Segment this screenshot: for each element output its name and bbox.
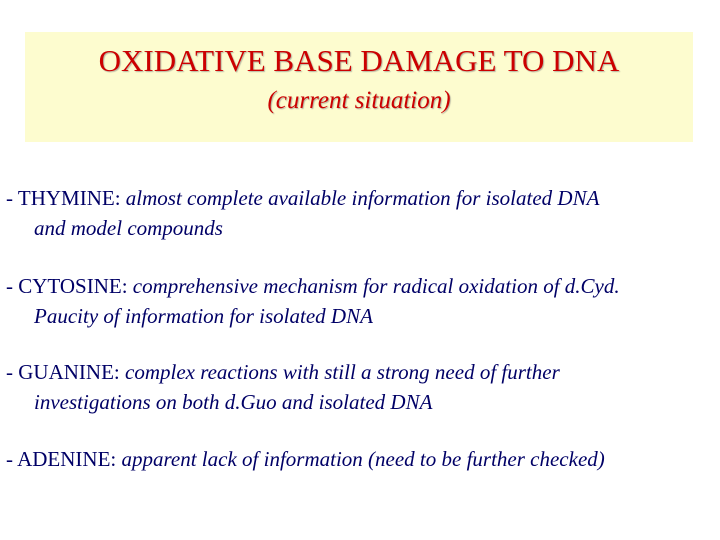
list-item-adenine	[6, 444, 605, 474]
label-colon: :	[121, 274, 133, 298]
title-box	[25, 32, 693, 142]
label-colon: :	[113, 360, 125, 384]
label-colon: :	[110, 447, 122, 471]
bullet-dash: -	[6, 186, 18, 210]
list-item-cytosine	[6, 271, 620, 331]
label-colon: :	[114, 186, 126, 210]
base-label: ADENINE	[17, 447, 111, 471]
description-line-1: complex reactions with still a strong need of further	[125, 360, 560, 384]
description-line-1: apparent lack of information (need to be further checked)	[121, 447, 605, 471]
description-line-1: comprehensive mechanism for radical oxidation of d.Cyd.	[132, 274, 620, 298]
slide-title: OXIDATIVE BASE DAMAGE TO DNA	[98, 43, 620, 78]
base-label: CYTOSINE	[18, 274, 122, 298]
list-item-guanine	[6, 357, 560, 417]
description-line-2: investigations on both d.Guo and isolated DNA	[34, 390, 433, 414]
base-label: THYMINE	[17, 186, 115, 210]
bullet-dash: -	[6, 274, 19, 298]
bullet-dash: -	[6, 447, 18, 471]
slide-subtitle: (current situation)	[267, 87, 451, 114]
description-line-1: almost complete available information for isolated DNA	[125, 186, 600, 210]
description-line-2: Paucity of information for isolated DNA	[34, 304, 373, 328]
bullet-dash: -	[6, 360, 19, 384]
list-item-thymine	[6, 183, 599, 243]
description-line-2: and model compounds	[34, 216, 223, 240]
base-label: GUANINE	[18, 360, 114, 384]
